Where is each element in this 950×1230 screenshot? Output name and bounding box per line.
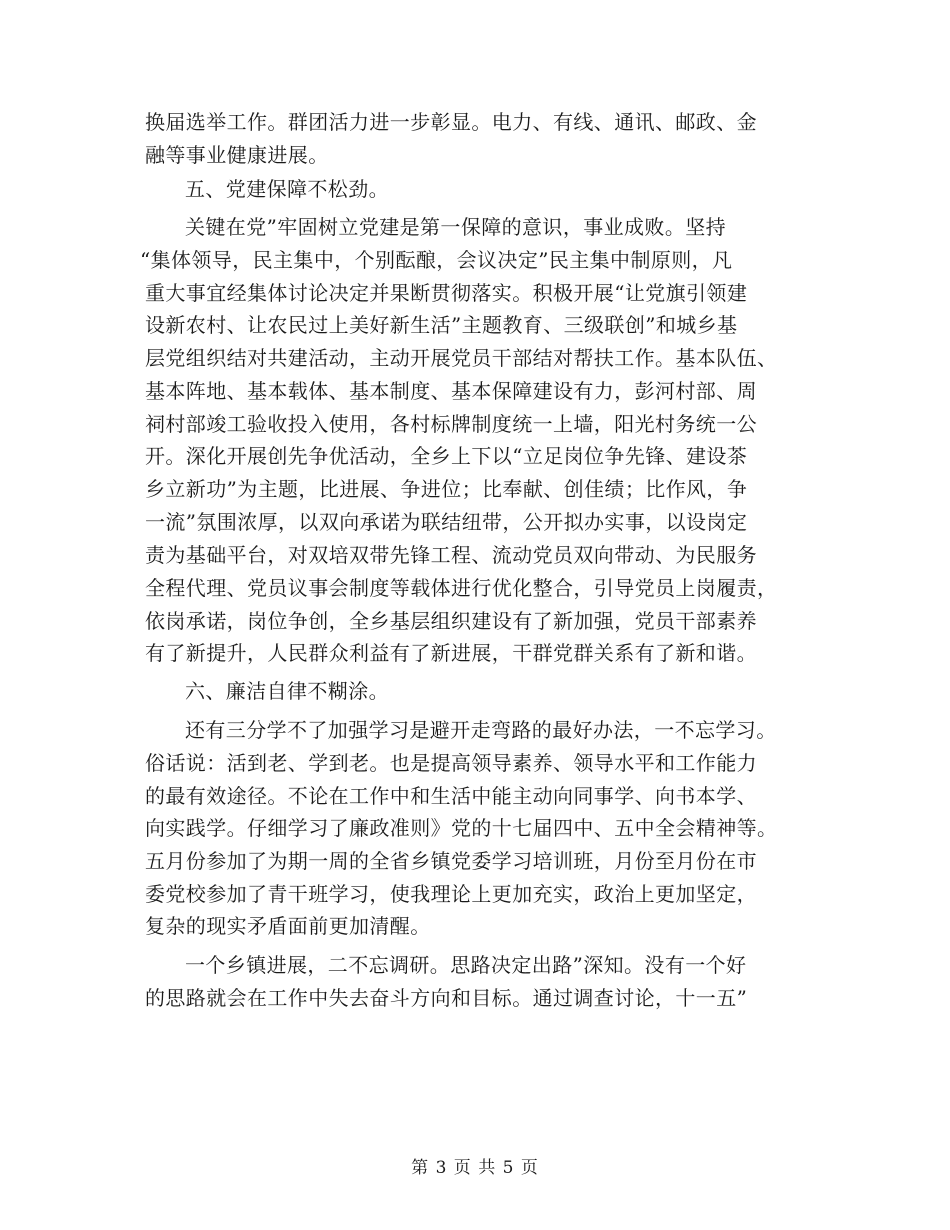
text-line: 一流”氛围浓厚，以双向承诺为联结纽带，公开拟办实事，以设岗定 bbox=[145, 510, 748, 534]
text-line: 责为基础平台，对双培双带先锋工程、流动党员双向带动、为民服务 bbox=[145, 543, 757, 567]
text-line: 有了新提升，人民群众利益有了新进展，干群党群关系有了新和谐。 bbox=[145, 641, 757, 665]
text-line: 换届选举工作。群团活力进一步彰显。电力、有线、通讯、邮政、金 bbox=[145, 110, 757, 134]
text-line: 复杂的现实矛盾面前更加清醒。 bbox=[145, 914, 431, 938]
text-line: 关键在党”牢固树立党建是第一保障的意识，事业成败。坚持 bbox=[185, 215, 727, 239]
text-line: 委党校参加了青干班学习，使我理论上更加充实，政治上更加坚定， bbox=[145, 882, 757, 906]
text-line: 设新农村、让农民过上美好新生活”主题教育、三级联创”和城乡基 bbox=[145, 313, 738, 337]
text-line: 向实践学。仔细学习了廉政准则》党的十七届四中、五中全会精神等。 bbox=[145, 816, 778, 840]
text-line: 俗话说：活到老、学到老。也是提高领导素养、领导水平和工作能力 bbox=[145, 751, 757, 775]
text-line: 五月份参加了为期一周的全省乡镇党委学习培训班，月份至月份在市 bbox=[145, 849, 757, 873]
text-line: 的最有效途径。不论在工作中和生活中能主动向同事学、向书本学、 bbox=[145, 784, 757, 808]
text-line: 还有三分学不了加强学习是避开走弯路的最好办法，一不忘学习。 bbox=[185, 718, 777, 742]
text-line: 融等事业健康进展。 bbox=[145, 143, 329, 167]
text-line: 五、党建保障不松劲。 bbox=[185, 177, 389, 201]
text-line: 的思路就会在工作中失去奋斗方向和目标。通过调查讨论，十一五” bbox=[145, 986, 748, 1010]
text-line: 一个乡镇进展，二不忘调研。思路决定出路”深知。没有一个好 bbox=[185, 953, 747, 977]
text-line: “集体领导，民主集中，个别酝酿，会议决定”民主集中制原则，凡 bbox=[140, 248, 733, 272]
text-line: 六、廉洁自律不糊涂。 bbox=[185, 679, 389, 703]
text-line: 依岗承诺，岗位争创，全乡基层组织建设有了新加强，党员干部素养 bbox=[145, 609, 757, 633]
page-footer: 第 3 页 共 5 页 bbox=[411, 1158, 539, 1178]
text-line: 开。深化开展创先争优活动，全乡上下以“立足岗位争先锋、建设茶 bbox=[145, 444, 748, 468]
text-line: 层党组织结对共建活动，主动开展党员干部结对帮扶工作。基本队伍、 bbox=[145, 346, 778, 370]
text-line: 祠村部竣工验收投入使用，各村标牌制度统一上墙，阳光村务统一公 bbox=[145, 412, 757, 436]
text-line: 全程代理、党员议事会制度等载体进行优化整合，引导党员上岗履责， bbox=[145, 576, 778, 600]
text-line: 乡立新功”为主题，比进展、争进位；比奉献、创佳绩；比作风，争 bbox=[145, 477, 748, 501]
text-line: 基本阵地、基本载体、基本制度、基本保障建设有力，彭河村部、周 bbox=[145, 379, 757, 403]
text-line: 重大事宜经集体讨论决定并果断贯彻落实。积极开展“让党旗引领建 bbox=[145, 281, 748, 305]
